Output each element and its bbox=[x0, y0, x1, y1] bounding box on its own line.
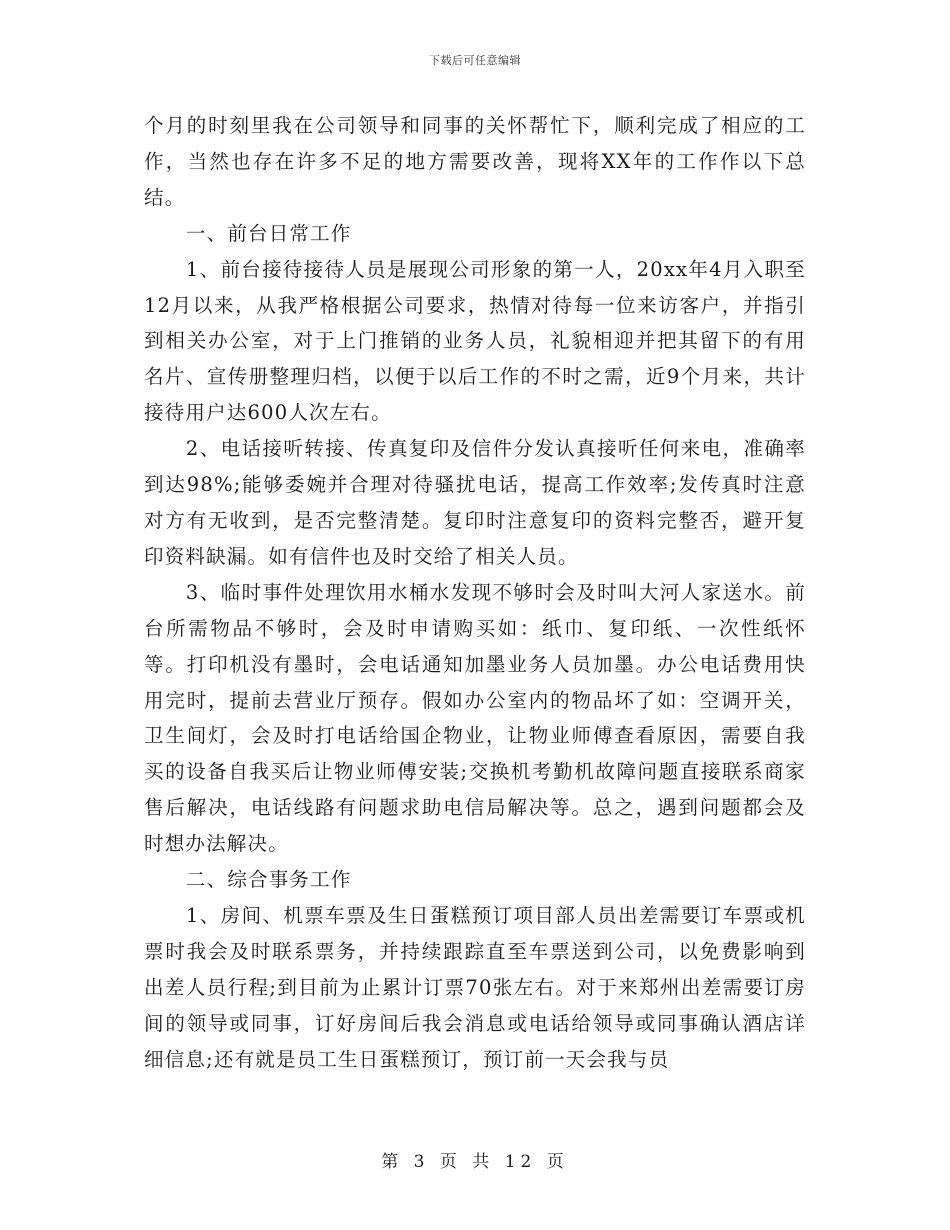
paragraph-bookings: 1、房间、机票车票及生日蛋糕预订项目部人员出差需要订车票或机票时我会及时联系票务，并持续跟踪直至车票送到公司，以免费影响到出差人员行程;到目前为止累计订票70张左右。对于来郑州出差需要订房间的领导或同事，订好房间后我会消息或电话给领导或同事确认酒店详细信息;还有就是员工生日蛋糕预订，预订前一天会我与员 bbox=[144, 903, 806, 1071]
page-header-note: 下载后可任意编辑 bbox=[429, 54, 521, 67]
paragraph-temporary-events: 3、临时事件处理饮用水桶水发现不够时会及时叫大河人家送水。前台所需物品不够时，会及时申请购买如：纸巾、复印纸、一次性纸怀等。打印机没有墨时，会电话通知加墨业务人员加墨。办公电话费用快用完时，提前去营业厅预存。假如办公室内的物品坏了如：空调开关，卫生间灯，会及时打电话给国企物业，让物业师傅查看原因，需要自我买的设备自我买后让物业师傅安装;交换机考勤机故障问题直接联系商家售后解决，电话线路有问题求助电信局解决等。总之，遇到问题都会及时想办法解决。 bbox=[144, 580, 806, 856]
paragraph-intro: 个月的时刻里我在公司领导和同事的关怀帮忙下，顺利完成了相应的工作，当然也存在许多不足的地方需要改善，现将XX年的工作作以下总结。 bbox=[144, 114, 806, 209]
section-heading-front-desk: 一、前台日常工作 bbox=[185, 221, 352, 245]
paragraph-phone-fax: 2、电话接听转接、传真复印及信件分发认真接听任何来电，准确率到达98%;能够委婉并合理对待骚扰电话，提高工作效率;发传真时注意对方有无收到，是否完整清楚。复印时注意复印的资料完整否，避开复印资料缺漏。如有信件也及时交给了相关人员。 bbox=[144, 437, 806, 568]
document-body bbox=[144, 108, 806, 1077]
page-number-footer: 第 3 页 共 12 页 bbox=[381, 1152, 569, 1172]
paragraph-reception: 1、前台接待接待人员是展现公司形象的第一人，20xx年4月入职至12月以来，从我严格根据公司要求，热情对待每一位来访客户，并指引到相关办公室，对于上门推销的业务人员，礼貌相迎并把其留下的有用名片、宣传册整理归档，以便于以后工作的不时之需，近9个月来，共计接待用户达600人次左右。 bbox=[144, 257, 806, 425]
section-heading-general-affairs: 二、综合事务工作 bbox=[185, 868, 352, 892]
